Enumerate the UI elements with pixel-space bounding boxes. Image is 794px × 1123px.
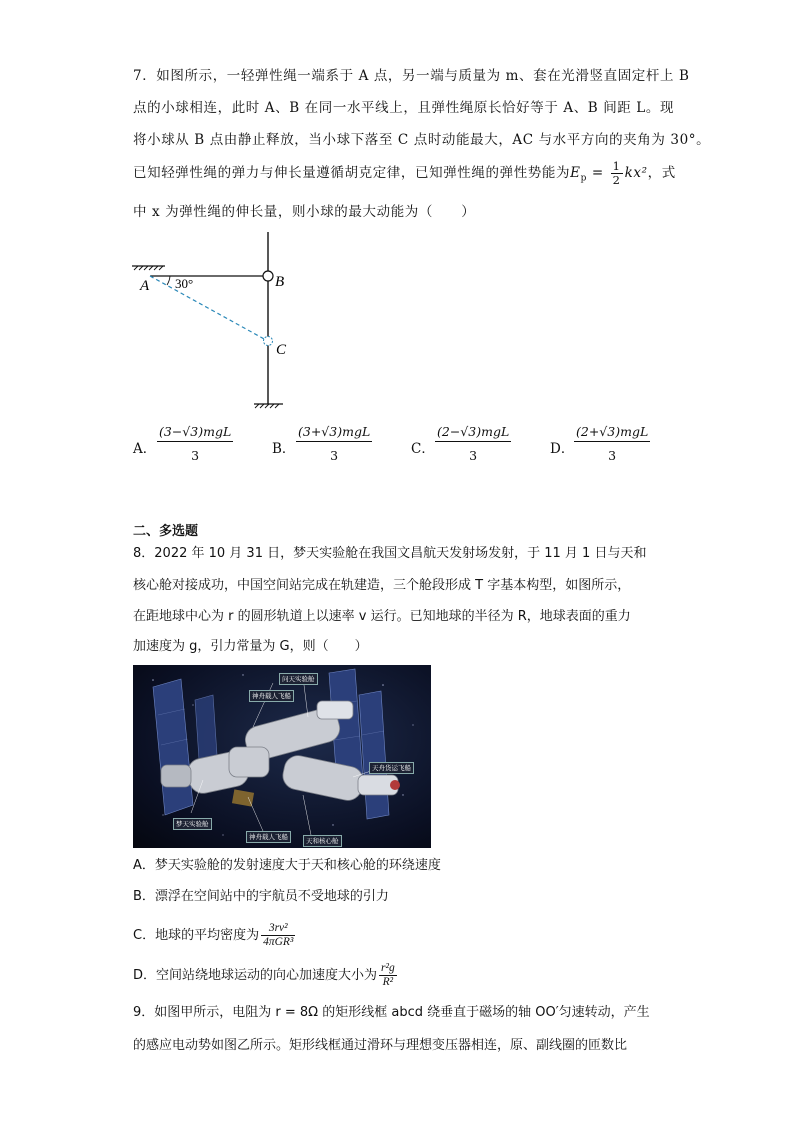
section-title: 二、多选题: [133, 524, 199, 539]
angle-arc: [167, 276, 170, 285]
ball-c: [264, 337, 273, 346]
label-shenzhou-top: 神舟载人飞船: [249, 690, 294, 702]
q9-line-1: 9．如图甲所示，电阻为 r = 8Ω 的矩形线框 abcd 绕垂直于磁场的轴 OO′匀速转动，产生: [133, 1005, 650, 1020]
label-wentian: 问天实验舱: [279, 673, 318, 685]
label-mengtian: 梦天实验舱: [173, 818, 212, 830]
option-num: (3−√3)mgL: [157, 424, 233, 442]
q7-line-5: 中 x 为弹性绳的伸长量，则小球的最大动能为（ ）: [133, 204, 476, 220]
ball-b: [263, 271, 273, 281]
ceiling-hatch: [134, 266, 163, 270]
acceleration-num: r²g: [381, 962, 395, 974]
option-fraction: [574, 424, 650, 463]
option-letter: D．: [550, 441, 575, 457]
option-den: 3: [330, 448, 339, 463]
space-station-photo: [133, 665, 431, 848]
ep-subscript: p: [580, 173, 587, 184]
label-tianhe: 天和核心舱: [303, 835, 342, 847]
ep-fraction-num: 1: [612, 159, 621, 173]
q7-line-2: 点的小球相连，此时 A、B 在同一水平线上，且弹性绳原长恰好等于 A、B 间距 L。现: [133, 100, 675, 116]
option-num: (2+√3)mgL: [574, 424, 650, 442]
q8-line-1: 8．2022 年 10 月 31 日，梦天实验舱在我国文昌航天发射场发射，于 11 月 1 日与天和: [133, 546, 647, 561]
q7-line-4: [133, 160, 676, 189]
ep-fraction-den: 2: [612, 173, 621, 187]
option-letter: A．: [133, 441, 157, 457]
density-fraction: [261, 922, 295, 949]
q7-line-4-end: ，式: [647, 165, 676, 181]
ep-symbol: E: [570, 165, 581, 181]
q7-line-4-text: 已知轻弹性绳的弹力与伸长量遵循胡克定律，已知弹性绳的弹性势能为: [133, 165, 571, 181]
option-fraction: [296, 424, 372, 463]
ground-hatch: [255, 404, 279, 408]
label-b: B: [275, 274, 285, 290]
option-den: 3: [608, 448, 617, 463]
q7-line-3: 将小球从 B 点由静止释放，当小球下落至 C 点时动能最大，AC 与水平方向的夹角为 30°。: [133, 132, 711, 148]
label-a: A: [140, 278, 150, 294]
density-num: 3rv²: [261, 922, 295, 936]
option-num: (3+√3)mgL: [296, 424, 372, 442]
ep-expression: kx²: [624, 165, 648, 181]
q8-option-c[interactable]: [133, 922, 297, 949]
q7-figure: [125, 228, 305, 413]
label-angle: 30°: [175, 276, 194, 291]
option-num: (2−√3)mgL: [435, 424, 511, 442]
q8-option-d[interactable]: [133, 962, 399, 989]
acceleration-den: R²: [382, 976, 394, 988]
q8-option-d-text: D．空间站绕地球运动的向心加速度大小为: [133, 968, 378, 983]
acceleration-fraction: [379, 962, 397, 989]
label-c: C: [276, 342, 287, 358]
q8-option-b[interactable]: B．漂浮在空间站中的宇航员不受地球的引力: [133, 889, 389, 904]
option-letter: C．: [411, 441, 435, 457]
q9-line-2: 的感应电动势如图乙所示。矩形线框通过滑环与理想变压器相连，原、副线圈的匝数比: [133, 1038, 628, 1053]
ep-fraction: [611, 160, 623, 187]
option-den: 3: [191, 448, 200, 463]
q8-option-a[interactable]: A．梦天实验舱的发射速度大于天和核心舱的环绕速度: [133, 858, 441, 873]
q8-line-2: 核心舱对接成功，中国空间站完成在轨建造，三个舱段形成 T 字基本构型，如图所示，: [133, 578, 631, 593]
density-den: 4πGR³: [263, 936, 294, 948]
option-fraction: [435, 424, 511, 463]
q8-option-c-text: C．地球的平均密度为: [133, 928, 260, 943]
option-fraction: [157, 424, 233, 463]
q8-line-3: 在距地球中心为 r 的圆形轨道上以速率 v 运行。已知地球的半径为 R，地球表面的重力: [133, 609, 631, 624]
option-letter: B．: [272, 441, 296, 457]
label-tianzhou: 天舟货运飞船: [369, 762, 414, 774]
rope-ac-dashed: [150, 276, 266, 340]
q7-line-1: 7．如图所示，一轻弹性绳一端系于 A 点，另一端与质量为 m、套在光滑竖直固定杆上 B: [133, 68, 690, 84]
q8-line-4: 加速度为 g，引力常量为 G，则（ ）: [133, 639, 368, 654]
option-den: 3: [469, 448, 478, 463]
ep-equals: =: [586, 165, 609, 181]
label-shenzhou-bottom: 神舟载人飞船: [246, 831, 291, 843]
